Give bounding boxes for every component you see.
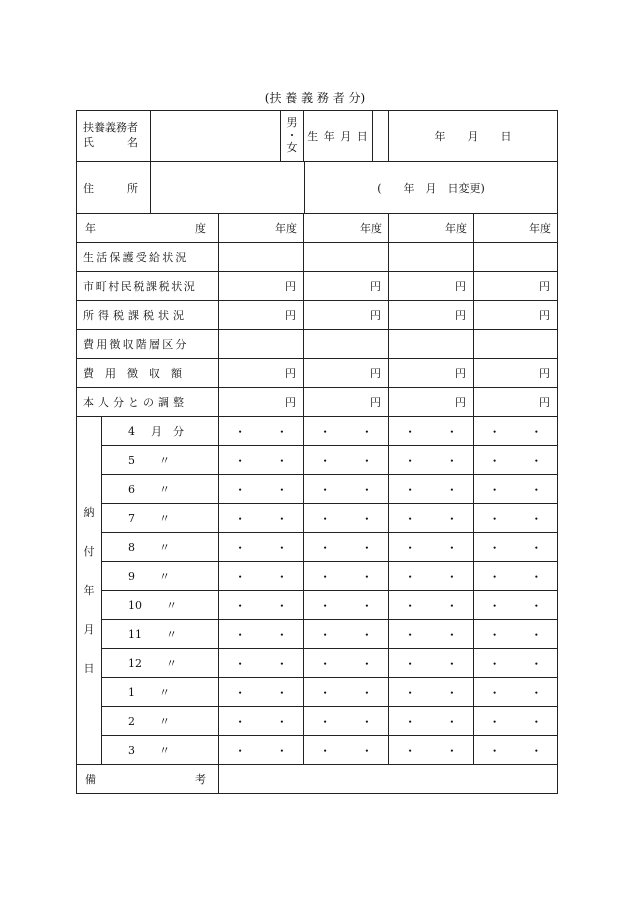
remarks-label bbox=[77, 765, 219, 794]
sex-selector[interactable]: 男 ・ 女 bbox=[280, 111, 303, 161]
value-cell[interactable]: 円 bbox=[474, 388, 558, 417]
value-cell[interactable]: 円 bbox=[474, 359, 558, 388]
month-label bbox=[102, 533, 219, 562]
month-label bbox=[102, 620, 219, 649]
payment-label-char: 納 bbox=[83, 506, 95, 519]
value-cell[interactable] bbox=[219, 330, 304, 359]
birth-date-field[interactable]: 年 月 日 bbox=[389, 111, 558, 162]
month-number: 11 bbox=[128, 628, 142, 641]
payment-label-char: 年 bbox=[83, 584, 95, 597]
value-cell[interactable]: 円 bbox=[219, 359, 304, 388]
payment-date-cell[interactable]: ・ ・ bbox=[219, 475, 304, 504]
payment-date-cell[interactable]: ・ ・ bbox=[304, 562, 389, 591]
address-change-date[interactable]: ( 年 月 日変更) bbox=[305, 162, 558, 214]
payment-date-cell[interactable]: ・ ・ bbox=[389, 533, 474, 562]
payment-date-cell[interactable]: ・ ・ bbox=[219, 707, 304, 736]
payment-date-cell[interactable]: ・ ・ bbox=[474, 475, 558, 504]
payment-date-cell[interactable]: ・ ・ bbox=[389, 707, 474, 736]
fiscal-year-cell[interactable]: 年度 bbox=[304, 214, 389, 243]
ditto-mark: 〃 bbox=[166, 628, 177, 641]
value-cell[interactable]: 円 bbox=[474, 301, 558, 330]
fiscal-year-label-left: 年 bbox=[85, 222, 96, 235]
payment-date-cell[interactable]: ・ ・ bbox=[304, 417, 389, 446]
obligor-label-line1: 扶養義務者 bbox=[83, 121, 138, 135]
month-label bbox=[102, 678, 219, 707]
value-cell[interactable] bbox=[474, 330, 558, 359]
payment-date-cell[interactable]: ・ ・ bbox=[219, 562, 304, 591]
month-number: 4 bbox=[128, 425, 135, 438]
address-field[interactable] bbox=[151, 162, 305, 214]
payment-date-cell[interactable]: ・ ・ bbox=[474, 417, 558, 446]
payment-date-cell[interactable]: ・ ・ bbox=[389, 736, 474, 765]
row-label-income-tax: 所得税課税状況 bbox=[77, 301, 219, 330]
fiscal-year-cell[interactable]: 年度 bbox=[474, 214, 558, 243]
payment-date-cell[interactable]: ・ ・ bbox=[389, 620, 474, 649]
value-cell[interactable]: 円 bbox=[304, 359, 389, 388]
month-number: 10 bbox=[128, 599, 142, 612]
address-label: 住 所 bbox=[77, 162, 151, 214]
row-label-welfare: 生活保護受給状況 bbox=[77, 243, 219, 272]
payment-date-cell[interactable]: ・ ・ bbox=[474, 707, 558, 736]
value-cell[interactable] bbox=[219, 243, 304, 272]
payment-date-cell[interactable]: ・ ・ bbox=[219, 417, 304, 446]
value-cell[interactable] bbox=[389, 243, 474, 272]
payment-date-cell[interactable]: ・ ・ bbox=[304, 620, 389, 649]
row-label-fee-bracket: 費用徴収階層区分 bbox=[77, 330, 219, 359]
month-number: 3 bbox=[128, 744, 135, 757]
obligor-name-label bbox=[77, 111, 151, 162]
ditto-mark: 〃 bbox=[159, 715, 170, 728]
row-label-adjustment: 本人分との調整 bbox=[77, 388, 219, 417]
month-label bbox=[102, 736, 219, 765]
payment-label-char: 日 bbox=[83, 662, 95, 675]
payment-date-cell[interactable]: ・ ・ bbox=[389, 446, 474, 475]
value-cell[interactable]: 円 bbox=[304, 388, 389, 417]
fiscal-year-label bbox=[77, 214, 219, 243]
value-cell[interactable] bbox=[304, 243, 389, 272]
month-label bbox=[102, 591, 219, 620]
support-obligor-form-table bbox=[76, 110, 558, 794]
month-label bbox=[102, 475, 219, 504]
ditto-mark: 〃 bbox=[166, 657, 177, 670]
payment-date-cell[interactable]: ・ ・ bbox=[474, 649, 558, 678]
payment-date-label bbox=[77, 417, 102, 765]
payment-date-cell[interactable]: ・ ・ bbox=[474, 678, 558, 707]
payment-date-cell[interactable]: ・ ・ bbox=[389, 649, 474, 678]
month-suffix: 月 分 bbox=[151, 425, 184, 438]
month-number: 2 bbox=[128, 715, 135, 728]
value-cell[interactable]: 円 bbox=[389, 359, 474, 388]
month-label bbox=[102, 649, 219, 678]
month-label bbox=[102, 707, 219, 736]
value-cell[interactable] bbox=[304, 330, 389, 359]
row-label-municipal-tax: 市町村民税課税状況 bbox=[77, 272, 219, 301]
payment-date-cell[interactable]: ・ ・ bbox=[219, 620, 304, 649]
payment-date-cell[interactable]: ・ ・ bbox=[304, 707, 389, 736]
obligor-label-line2: 氏 名 bbox=[83, 136, 138, 149]
month-number: 9 bbox=[128, 570, 135, 583]
month-label bbox=[102, 446, 219, 475]
form-title: (扶 養 義 務 者 分) bbox=[264, 91, 366, 105]
row-label-fee-amount: 費 用 徴 収 額 bbox=[77, 359, 219, 388]
payment-date-cell[interactable]: ・ ・ bbox=[389, 591, 474, 620]
payment-date-cell[interactable]: ・ ・ bbox=[304, 446, 389, 475]
obligor-name-field[interactable] bbox=[151, 111, 304, 162]
fiscal-year-cell[interactable]: 年度 bbox=[219, 214, 304, 243]
payment-date-cell[interactable]: ・ ・ bbox=[219, 736, 304, 765]
value-cell[interactable] bbox=[389, 330, 474, 359]
payment-date-cell[interactable]: ・ ・ bbox=[304, 678, 389, 707]
value-cell[interactable] bbox=[474, 243, 558, 272]
payment-date-cell[interactable]: ・ ・ bbox=[389, 417, 474, 446]
payment-date-cell[interactable]: ・ ・ bbox=[219, 446, 304, 475]
month-number: 8 bbox=[128, 541, 135, 554]
remarks-label-left: 備 bbox=[85, 773, 96, 786]
month-number: 7 bbox=[128, 512, 135, 525]
value-cell[interactable]: 円 bbox=[304, 272, 389, 301]
payment-label-char: 付 bbox=[83, 545, 95, 558]
payment-date-cell[interactable]: ・ ・ bbox=[304, 736, 389, 765]
payment-date-cell[interactable]: ・ ・ bbox=[474, 504, 558, 533]
payment-date-cell[interactable]: ・ ・ bbox=[389, 475, 474, 504]
month-number: 1 bbox=[128, 686, 135, 699]
month-label bbox=[102, 562, 219, 591]
remarks-label-right: 考 bbox=[195, 773, 206, 786]
value-cell[interactable]: 円 bbox=[389, 301, 474, 330]
fiscal-year-label-right: 度 bbox=[195, 222, 206, 235]
value-cell[interactable]: 円 bbox=[389, 272, 474, 301]
ditto-mark: 〃 bbox=[159, 483, 170, 496]
payment-date-cell[interactable]: ・ ・ bbox=[474, 620, 558, 649]
value-cell[interactable]: 円 bbox=[219, 301, 304, 330]
fiscal-year-cell[interactable]: 年度 bbox=[389, 214, 474, 243]
ditto-mark: 〃 bbox=[159, 541, 170, 554]
value-cell[interactable]: 円 bbox=[219, 272, 304, 301]
month-label bbox=[102, 417, 219, 446]
payment-date-cell[interactable]: ・ ・ bbox=[304, 649, 389, 678]
month-number: 5 bbox=[128, 454, 135, 467]
value-cell[interactable]: 円 bbox=[219, 388, 304, 417]
ditto-mark: 〃 bbox=[159, 570, 170, 583]
payment-date-cell[interactable]: ・ ・ bbox=[474, 446, 558, 475]
payment-date-cell[interactable]: ・ ・ bbox=[474, 736, 558, 765]
ditto-mark: 〃 bbox=[166, 599, 177, 612]
payment-date-cell[interactable]: ・ ・ bbox=[389, 504, 474, 533]
payment-date-cell[interactable]: ・ ・ bbox=[219, 533, 304, 562]
value-cell[interactable]: 円 bbox=[304, 301, 389, 330]
remarks-field[interactable] bbox=[219, 765, 558, 794]
payment-date-cell[interactable]: ・ ・ bbox=[219, 678, 304, 707]
value-cell[interactable]: 円 bbox=[474, 272, 558, 301]
payment-date-cell[interactable]: ・ ・ bbox=[474, 533, 558, 562]
payment-date-cell[interactable]: ・ ・ bbox=[304, 591, 389, 620]
payment-date-cell[interactable]: ・ ・ bbox=[304, 533, 389, 562]
payment-date-cell[interactable]: ・ ・ bbox=[389, 562, 474, 591]
payment-date-cell[interactable]: ・ ・ bbox=[304, 475, 389, 504]
month-label bbox=[102, 504, 219, 533]
payment-date-cell[interactable]: ・ ・ bbox=[474, 562, 558, 591]
ditto-mark: 〃 bbox=[159, 744, 170, 757]
month-number: 6 bbox=[128, 483, 135, 496]
payment-date-cell[interactable]: ・ ・ bbox=[219, 504, 304, 533]
payment-date-cell[interactable]: ・ ・ bbox=[219, 649, 304, 678]
payment-date-cell[interactable]: ・ ・ bbox=[219, 591, 304, 620]
month-number: 12 bbox=[128, 657, 142, 670]
birth-date-label: 生 年 月 日 bbox=[304, 111, 373, 161]
payment-date-cell[interactable]: ・ ・ bbox=[304, 504, 389, 533]
ditto-mark: 〃 bbox=[159, 512, 170, 525]
payment-date-cell[interactable]: ・ ・ bbox=[389, 678, 474, 707]
birth-date-cell bbox=[304, 111, 389, 162]
payment-label-char: 月 bbox=[83, 623, 95, 636]
ditto-mark: 〃 bbox=[159, 454, 170, 467]
payment-date-cell[interactable]: ・ ・ bbox=[474, 591, 558, 620]
ditto-mark: 〃 bbox=[159, 686, 170, 699]
value-cell[interactable]: 円 bbox=[389, 388, 474, 417]
